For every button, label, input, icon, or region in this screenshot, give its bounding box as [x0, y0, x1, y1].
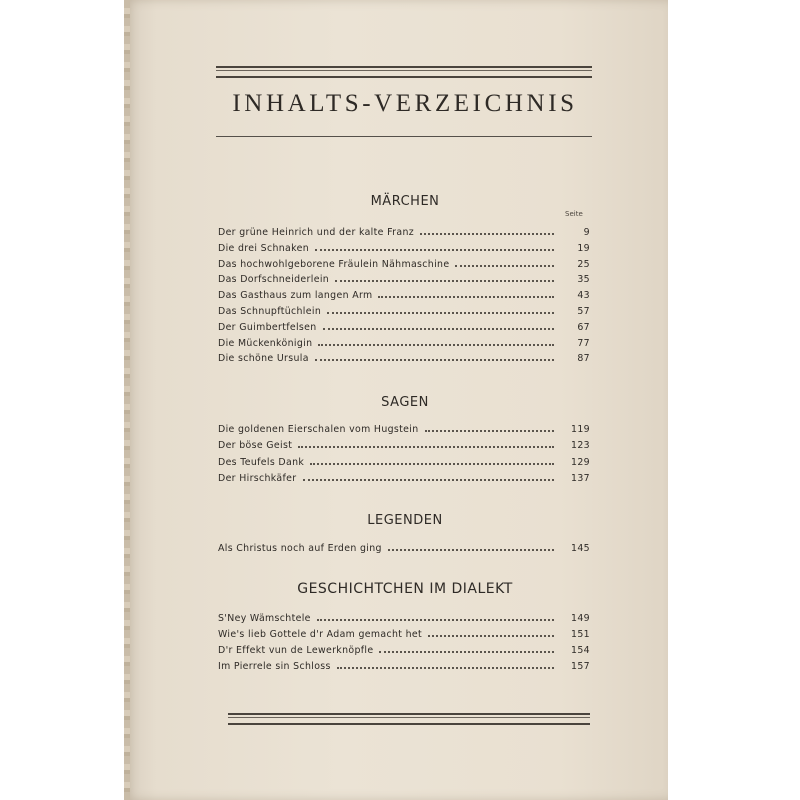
- section-heading-geschichtchen: GESCHICHTCHEN IM DIALEKT: [297, 581, 513, 597]
- entry-title: Die schöne Ursula: [218, 353, 309, 364]
- dot-leader: [298, 446, 554, 448]
- entry-page: 43: [577, 290, 590, 301]
- entry-page: 77: [577, 338, 590, 349]
- entry-page: 129: [571, 457, 590, 468]
- dot-leader: [428, 635, 554, 637]
- toc-entry: [218, 334, 590, 349]
- toc-entry: [218, 255, 590, 270]
- bottom-double-rule: [228, 713, 590, 725]
- entry-page: 119: [571, 424, 590, 435]
- entry-title: Der Hirschkäfer: [218, 473, 297, 484]
- dot-leader: [337, 667, 554, 669]
- entry-title: Die drei Schnaken: [218, 243, 310, 254]
- toc-entry: [218, 302, 590, 317]
- dot-leader: [318, 344, 554, 346]
- dot-leader: [388, 549, 554, 551]
- dot-leader: [310, 463, 554, 465]
- title-underline: [216, 136, 592, 137]
- entry-title: Die goldenen Eierschalen vom Hugstein: [218, 424, 419, 435]
- entry-title: D'r Effekt vun de Lewerknöpfle: [218, 645, 374, 656]
- entry-title: Der böse Geist: [218, 440, 293, 451]
- toc-entry: [218, 625, 590, 640]
- dot-leader: [379, 651, 554, 653]
- entry-title: Die Mückenkönigin: [218, 338, 313, 349]
- entry-page: 137: [571, 473, 590, 484]
- toc-entry: [218, 270, 590, 285]
- dot-leader: [455, 265, 554, 267]
- entry-title: Der Guimbertfelsen: [218, 322, 317, 333]
- dot-leader: [317, 619, 554, 621]
- entry-page: 57: [577, 306, 590, 317]
- entry-page: 87: [577, 353, 590, 364]
- entry-page: 154: [571, 645, 590, 656]
- entry-title: Der grüne Heinrich und der kalte Franz: [218, 227, 415, 238]
- entry-title: S'Ney Wämschtele: [218, 613, 311, 624]
- page-title: INHALTS-VERZEICHNIS: [232, 90, 578, 117]
- toc-entry: [218, 286, 590, 301]
- entry-title: Das Schnupftüchlein: [218, 306, 322, 317]
- dot-leader: [323, 328, 554, 330]
- toc-entry: [218, 469, 590, 484]
- entry-page: 19: [577, 243, 590, 254]
- entry-page: 9: [583, 227, 590, 238]
- toc-entry: [218, 239, 590, 254]
- entry-title: Das hochwohlgeborene Fräulein Nähmaschine: [218, 259, 450, 270]
- entry-page: 67: [577, 322, 590, 333]
- entry-page: 149: [571, 613, 590, 624]
- toc-entry: [218, 420, 590, 435]
- section-heading-maerchen: MÄRCHEN: [370, 194, 440, 209]
- toc-entry: [218, 223, 590, 238]
- toc-entry: [218, 349, 590, 364]
- dot-leader: [315, 249, 554, 251]
- dot-leader: [327, 312, 554, 314]
- entry-title: Im Pierrele sin Schloss: [218, 661, 331, 672]
- top-double-rule: [216, 66, 592, 78]
- entry-page: 151: [571, 629, 590, 640]
- seite-label: Seite: [565, 210, 583, 218]
- entry-page: 145: [571, 543, 590, 554]
- toc-entry: [218, 609, 590, 624]
- entry-page: 123: [571, 440, 590, 451]
- toc-entry: [218, 453, 590, 468]
- dot-leader: [303, 479, 555, 481]
- entry-title: Des Teufels Dank: [218, 457, 305, 468]
- entry-page: 157: [571, 661, 590, 672]
- toc-entry: [218, 436, 590, 451]
- dot-leader: [425, 430, 554, 432]
- entry-title: Das Gasthaus zum langen Arm: [218, 290, 373, 301]
- entry-title: Das Dorfschneiderlein: [218, 274, 330, 285]
- entry-title: Als Christus noch auf Erden ging: [218, 543, 382, 554]
- dot-leader: [378, 296, 554, 298]
- section-heading-legenden: LEGENDEN: [367, 513, 443, 528]
- toc-entry: [218, 318, 590, 333]
- toc-entry: [218, 657, 590, 672]
- page-binding-edge: [124, 0, 130, 800]
- dot-leader: [315, 359, 554, 361]
- dot-leader: [420, 233, 554, 235]
- toc-entry: [218, 641, 590, 656]
- dot-leader: [335, 280, 554, 282]
- entry-title: Wie's lieb Gottele d'r Adam gemacht het: [218, 629, 423, 640]
- entry-page: 25: [577, 259, 590, 270]
- section-heading-sagen: SAGEN: [381, 395, 429, 410]
- toc-entry: [218, 539, 590, 554]
- entry-page: 35: [577, 274, 590, 285]
